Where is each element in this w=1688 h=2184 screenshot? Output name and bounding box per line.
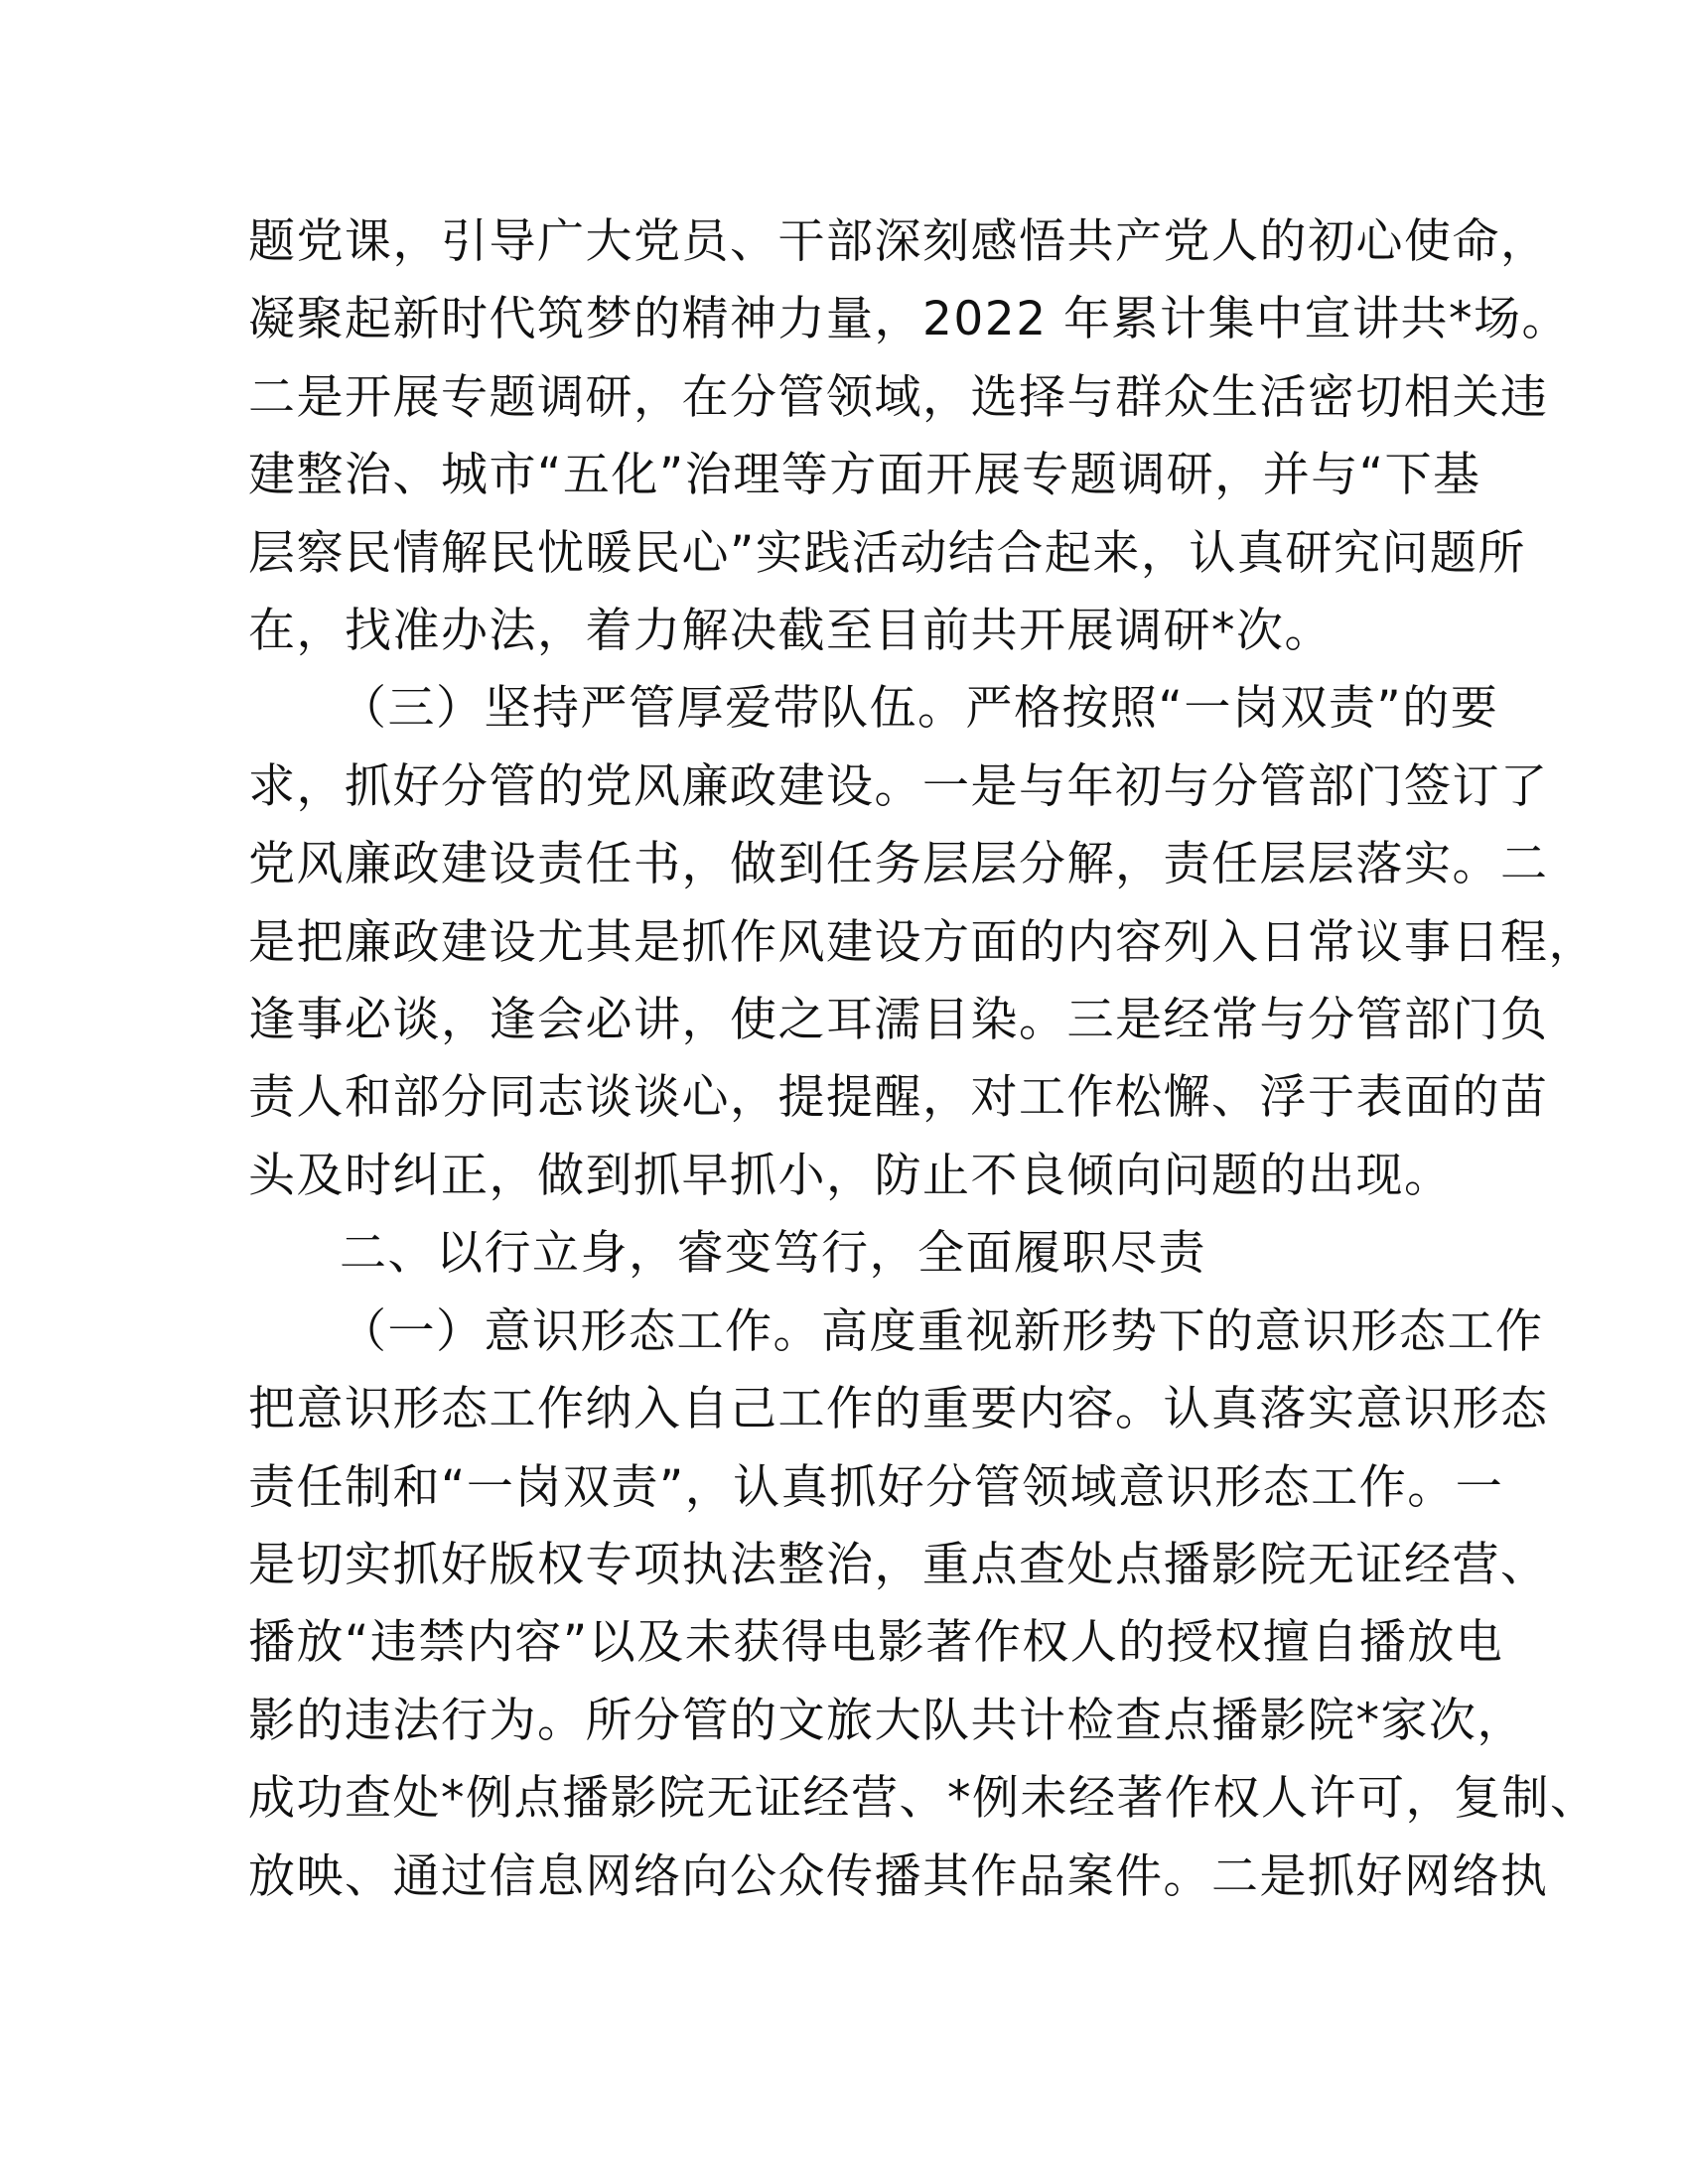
document-body: [248, 204, 1599, 1916]
text-line: 头及时纠正，做到抓早抓小，防止不良倾向问题的出现。: [248, 1148, 1453, 1203]
text-line: 是切实抓好版权专项执法整治，重点查处点播影院无证经营、: [248, 1537, 1549, 1592]
text-line: 播放“违禁内容”以及未获得电影著作权人的授权擅自播放电: [248, 1615, 1504, 1671]
text-line: 放映、通过信息网络向公众传播其作品案件。二是抓好网络执: [248, 1848, 1549, 1904]
text-line: 逢事必谈，逢会必讲，使之耳濡目染。三是经常与分管部门负: [248, 993, 1549, 1048]
text-line: 责人和部分同志谈谈心，提提醒，对工作松懈、浮于表面的苗: [248, 1070, 1549, 1126]
section-heading: [248, 1215, 1479, 1293]
paragraph-ideology-work: [248, 1294, 1599, 1916]
text-line: （一）意识形态工作。高度重视新形势下的意识形态工作: [340, 1303, 1544, 1359]
text-line: 是把廉政建设尤其是抓作风建设方面的内容列入日常议事日程，: [248, 914, 1597, 970]
text-line: 党风廉政建设责任书，做到任务层层分解，责任层层落实。二: [248, 837, 1549, 892]
paragraph-team-discipline: [248, 670, 1597, 1215]
text-line: 凝聚起新时代筑梦的精神力量，2022 年累计集中宣讲共*场。: [248, 292, 1571, 347]
text-line: 在，找准办法，着力解决截至目前共开展调研*次。: [248, 604, 1333, 659]
text-line: 建整治、城市“五化”治理等方面开展专题调研，并与“下基: [248, 448, 1481, 503]
text-line: 二是开展专题调研，在分管领域，选择与群众生活密切相关违: [248, 369, 1549, 425]
text-line: 把意识形态工作纳入自己工作的重要内容。认真落实意识形态: [248, 1382, 1549, 1437]
text-line: 成功查处*例点播影院无证经营、*例未经著作权人许可，复制、: [248, 1771, 1599, 1827]
text-line: 求，抓好分管的党风廉政建设。一是与年初与分管部门签订了: [248, 758, 1549, 814]
text-line: 二、以行立身，睿变笃行，全面履职尽责: [340, 1226, 1206, 1282]
text-line: 影的违法行为。所分管的文旅大队共计检查点播影院*家次，: [248, 1693, 1525, 1748]
text-line: 层察民情解民忧暖民心”实践活动结合起来，认真研究问题所: [248, 525, 1526, 581]
text-line: （三）坚持严管厚爱带队伍。严格按照“一岗双责”的要: [340, 681, 1499, 737]
text-line: 责任制和“一岗双责”，认真抓好分管领域意识形态工作。一: [248, 1459, 1504, 1515]
paragraph-study-lecture: [248, 204, 1571, 670]
text-line: 题党课，引导广大党员、干部深刻感悟共产党人的初心使命，: [248, 214, 1549, 269]
